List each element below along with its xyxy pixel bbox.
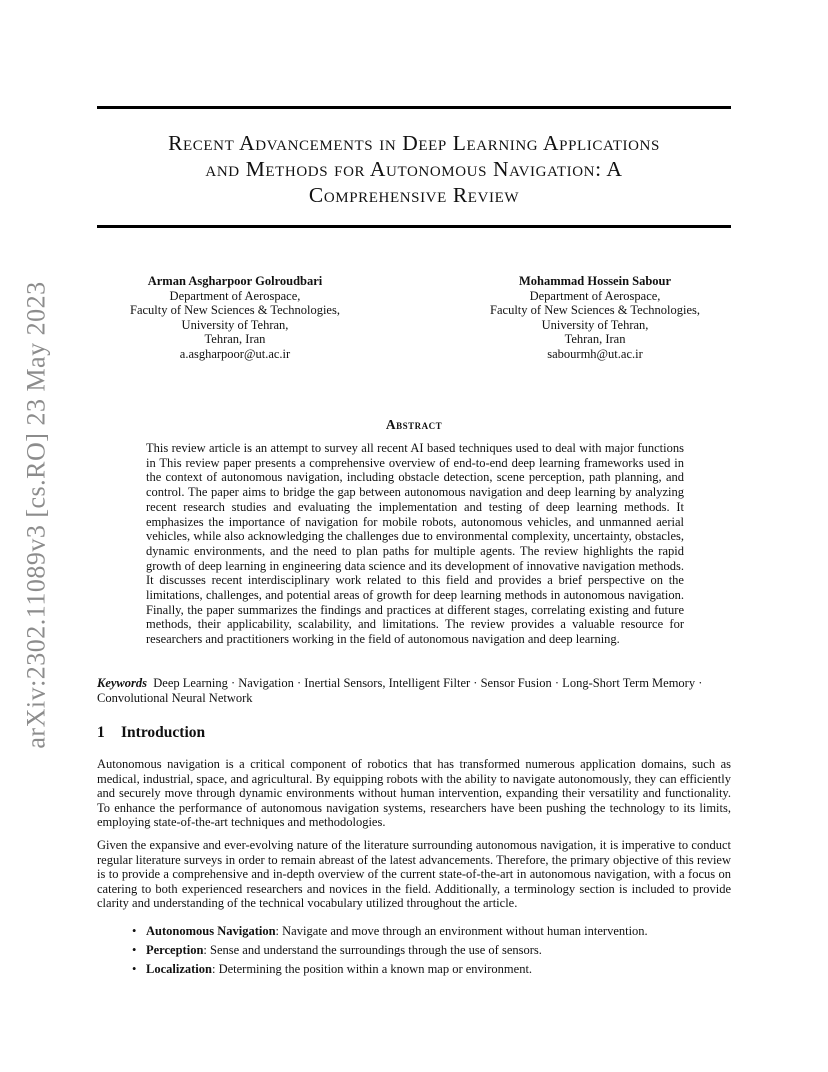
paper-title — [97, 130, 731, 208]
section-number: 1 — [97, 724, 105, 741]
author-1 — [130, 274, 340, 362]
intro-paragraph-1: Autonomous navigation is a critical component of robotics that has transformed numerous application domains, such as medical, industrial, space, and agricultural. By equipping robots with the ability to navigate autonomously, they can efficiently and securely move through dynamic environments without human intervention, expanding their versatility and functionality. To enhance the performance of autonomous navigation systems, researchers have been pushing the technology to its limits, employing state-of-the-art techniques and methodologies. — [97, 757, 731, 830]
list-item — [130, 943, 730, 958]
author-email[interactable]: a.asgharpoor@ut.ac.ir — [179, 346, 291, 361]
author-location: Tehran, Iran — [204, 332, 266, 347]
keywords-text: Deep Learning · Navigation · Inertial Sensors, Intelligent Filter · Sensor Fusion · Long-Short Term Memory · Convolutional Neural Network — [97, 676, 703, 705]
title-line-3: Comprehensive Review — [308, 183, 520, 207]
term-definition: : Determining the position within a known map or environment. — [211, 962, 533, 977]
author-faculty: Faculty of New Sciences & Technologies, — [490, 303, 700, 318]
author-department: Department of Aerospace, — [169, 288, 301, 303]
term-name: Autonomous Navigation — [146, 924, 276, 938]
author-faculty: Faculty of New Sciences & Technologies, — [130, 303, 340, 318]
section-title: Introduction — [121, 724, 206, 741]
list-item — [130, 924, 730, 939]
author-name: Arman Asgharpoor Golroudbari — [147, 274, 323, 288]
term-definition: : Sense and understand the surroundings through the use of sensors. — [203, 943, 542, 958]
bullet-icon: • — [132, 943, 137, 958]
bullet-icon: • — [132, 924, 137, 938]
abstract-body: This review article is an attempt to survey all recent AI based techniques used to deal with major functions in This review paper presents a comprehensive overview of end-to-end deep learning frameworks used in the context of autonomous navigation, including obstacle detection, scene perception, path planning, and control. The paper aims to bridge the gap between autonomous navigation and deep learning by analyzing recent research studies and evaluating the implementation and testing of deep learning methods. It emphasizes the importance of navigation for mobile robots, autonomous vehicles, and unmanned aerial vehicles, while also acknowledging the challenges due to environmental complexity, uncertainty, obstacles, dynamic environments, and the need to plan paths for multiple agents. The review highlights the rapid growth of deep learning in engineering data science and its development of innovative navigation methods. It discusses recent interdisciplinary work related to this field and provides a brief perspective on the limitations, challenges, and potential areas of growth for deep learning methods in autonomous navigation. Finally, the paper summarizes the findings and practices at different stages, correlating existing and future methods, their applicability, scalability, and limitations. The review provides a valuable resource for researchers and practitioners working in the field of autonomous navigation and deep learning. — [146, 441, 684, 647]
author-location: Tehran, Iran — [564, 332, 626, 347]
bullet-icon: • — [132, 962, 137, 977]
keywords-label: Keywords — [97, 676, 147, 690]
author-block — [130, 274, 700, 362]
author-name: Mohammad Hossein Sabour — [518, 274, 672, 288]
author-2 — [490, 274, 700, 362]
term-name: Localization — [146, 962, 212, 977]
title-line-2: and Methods for Autonomous Navigation: A — [205, 157, 623, 181]
title-rule-bottom — [97, 225, 731, 228]
term-name: Perception — [146, 943, 204, 958]
title-line-1: Recent Advancements in Deep Learning Applications — [168, 131, 660, 155]
arxiv-side-stamp — [22, 270, 52, 760]
list-item — [130, 962, 730, 977]
author-university: University of Tehran, — [181, 317, 289, 332]
author-email[interactable]: sabourmh@ut.ac.ir — [547, 346, 643, 361]
author-university: University of Tehran, — [541, 317, 649, 332]
intro-paragraph-2: Given the expansive and ever-evolving nature of the literature surrounding autonomous navigation, it is imperative to conduct regular literature surveys in order to remain abreast of the latest advancements. Therefore, the primary objective of this review is to provide a comprehensive and in-depth overview of the current state-of-the-art in autonomous navigation, with a focus on catering to both experienced researchers and novices in the field. Additionally, a terminology section is included to provide clarity and understanding of the technical vocabulary utilized throughout the article. — [97, 838, 731, 911]
abstract-heading: Abstract — [385, 417, 443, 432]
term-definition: : Navigate and move through an environment without human intervention. — [275, 924, 648, 938]
terminology-list — [130, 924, 730, 982]
author-department: Department of Aerospace, — [529, 288, 661, 303]
keywords — [97, 676, 731, 705]
title-rule-top — [97, 106, 731, 109]
arxiv-identifier: arXiv:2302.11089v3 [cs.RO] 23 May 2023 — [22, 281, 51, 749]
section-heading — [97, 724, 205, 742]
